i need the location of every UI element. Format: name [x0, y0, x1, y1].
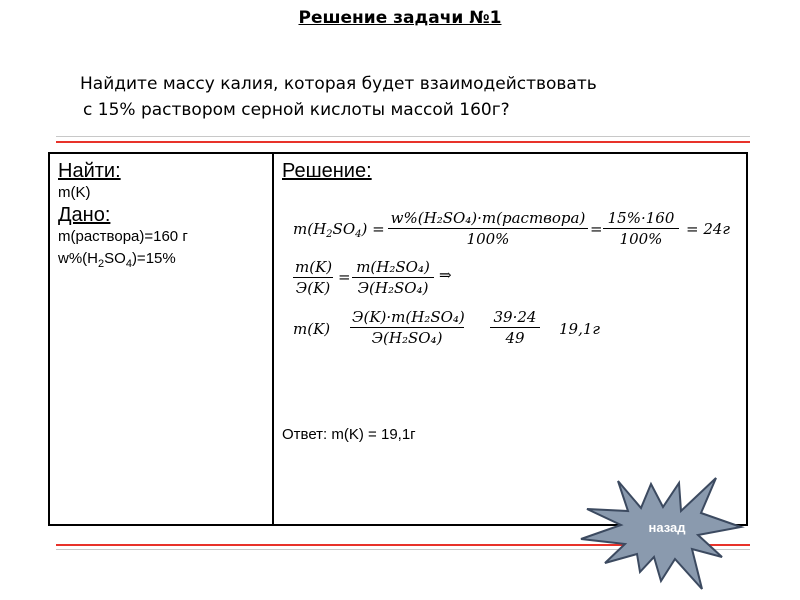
eq3-fraction-1-numerator: Э(K)·m(H₂SO₄)	[352, 308, 465, 326]
eq2-equals: =	[338, 268, 351, 286]
eq2-fraction-2-denominator: Э(H₂SO₄)	[357, 279, 429, 297]
eq1-lhs-c: ) =	[361, 220, 385, 238]
eq1-fraction-1-denominator: 100%	[466, 230, 510, 248]
eq2-implies-arrow: ⇒	[439, 266, 452, 284]
given-item-mass: m(раствора)=160 г	[58, 228, 188, 245]
given-fraction-prefix: w%(H	[58, 250, 98, 267]
given-fraction-suffix: )=15%	[131, 250, 176, 267]
eq1-lhs-a: m(H	[293, 220, 327, 238]
back-button[interactable]	[575, 475, 755, 595]
eq2-fraction-1-denominator: Э(K)	[295, 279, 331, 297]
eq3-result: 19,1г	[559, 320, 600, 338]
eq3-fraction-1-denominator: Э(H₂SO₄)	[371, 329, 443, 347]
eq1-fraction-1	[388, 209, 588, 248]
eq1-equals: =	[590, 220, 603, 238]
find-header: Найти:	[58, 160, 121, 182]
left-column	[58, 160, 188, 275]
eq1-lhs-b: SO	[332, 220, 356, 238]
find-item: m(K)	[58, 184, 91, 201]
back-button-label[interactable]: назад	[648, 520, 686, 535]
given-fraction-sub2: 4	[125, 258, 132, 270]
eq1-fraction-1-numerator: w%(H₂SO₄)·m(раствора)	[388, 209, 588, 229]
eq3-fraction-1	[350, 308, 464, 347]
solution-header: Решение:	[282, 160, 372, 182]
eq1-fraction-2-numerator: 15%·160	[603, 209, 679, 229]
problem-line-2: с 15% раствором серной кислоты массой 160г?	[83, 100, 510, 120]
eq1-lhs-sub2: 4	[355, 229, 362, 240]
solution-table	[48, 152, 748, 526]
given-fraction-mid: SO	[104, 250, 126, 267]
given-fraction-sub1: 2	[98, 258, 105, 270]
problem-line-1: Найдите массу калия, которая будет взаимодействовать	[80, 74, 597, 94]
eq1-lhs-sub1: 2	[326, 229, 333, 240]
answer-text: Ответ: m(K) = 19,1г	[282, 426, 416, 443]
page-title: Решение задачи №1	[298, 8, 502, 28]
eq2-fraction-2-numerator: m(H₂SO₄)	[352, 258, 434, 278]
eq1-result: = 24г	[686, 220, 731, 238]
eq2-fraction-1-numerator: m(K)	[295, 258, 333, 276]
eq3-fraction-2-denominator: 49	[505, 329, 525, 347]
eq3-lhs: m(K)	[293, 320, 331, 338]
eq2-fraction-1	[293, 258, 333, 297]
problem-statement	[80, 71, 597, 123]
top-red-divider	[56, 141, 750, 143]
eq2-fraction-2	[352, 258, 434, 297]
eq1-fraction-2-denominator: 100%	[619, 230, 663, 248]
eq1-lhs	[293, 220, 385, 240]
top-grey-divider	[56, 136, 750, 137]
column-separator	[272, 154, 274, 524]
given-item-fraction	[58, 248, 188, 275]
given-header: Дано:	[58, 204, 111, 226]
eq3-fraction-2	[490, 308, 540, 347]
eq3-fraction-2-numerator: 39·24	[490, 308, 540, 328]
eq1-fraction-2	[603, 209, 679, 248]
